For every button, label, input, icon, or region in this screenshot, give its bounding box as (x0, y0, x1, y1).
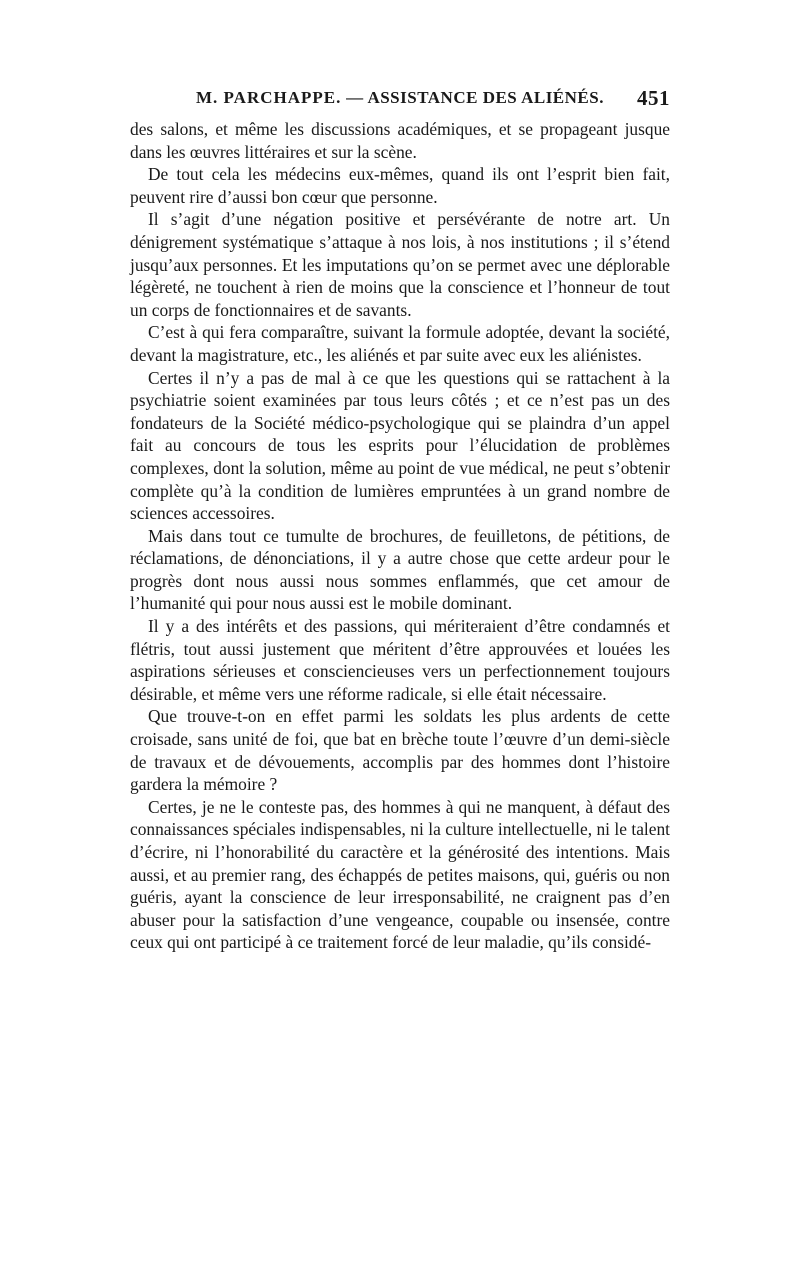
paragraph-1: des salons, et même les discussions académiques, et se propageant jusque dans les œuvres littéraires et sur la scène. (130, 119, 670, 162)
paragraph-7: Il y a des intérêts et des passions, qui mériteraient d’être condamnés et flétris, tout aussi justement que méritent d’être approuvées et louées les aspirations sérieuses et consciencieuses vers un perfectionnement toujours désirable, et même vers une réforme radicale, si elle était nécessaire. (130, 616, 670, 704)
paragraph-6: Mais dans tout ce tumulte de brochures, de feuilletons, de pétitions, de réclamations, de dénonciations, il y a autre chose que cette ardeur pour le progrès dont nous aussi nous sommes enflammés, que cet amour de l’humanité qui pour nous aussi est le mobile dominant. (130, 525, 670, 614)
section-title: ASSISTANCE DES ALIÉNÉS. (367, 88, 604, 107)
book-page (130, 88, 670, 954)
author-name: M. PARCHAPPE. (196, 88, 342, 107)
paragraph-9: Certes, je ne le conteste pas, des hommes à qui ne manquent, à défaut des connaissances spéciales indispensables, ni la culture intellectuelle, ni le talent d’écrire, ni l’honorabilité du caractère et la générosité des intentions. Mais aussi, et au premier rang, des échappés de petites maisons, qui, guéris ou non guéris, ayant la conscience de leur irresponsabilité, ne craignent pas d’en abuser pour la satisfaction d’une vengeance, coupable ou insensée, contre ceux qui ont participé à ce traitement forcé de leur maladie, qu’ils considé- (130, 796, 670, 953)
paragraph-8: Que trouve-t-on en effet parmi les soldats les plus ardents de cette croisade, sans unité de foi, que bat en brèche toute l’œuvre d’un demi-siècle de travaux et de dévouements, accomplis par des hommes dont l’histoire gardera la mémoire ? (130, 706, 670, 795)
running-title (196, 88, 604, 108)
paragraph-2: De tout cela les médecins eux-mêmes, quand ils ont l’esprit bien fait, peuvent rire d’aussi bon cœur que personne. (130, 164, 670, 207)
page-number: 451 (637, 86, 670, 110)
paragraph-5: Certes il n’y a pas de mal à ce que les questions qui se rattachent à la psychiatrie soient examinées par tous leurs côtés ; et ce n’est pas un des fondateurs de la Société médico-psychologique qui se plaindra d’un appel fait au concours de tous les esprits pour l’élucidation de problèmes complexes, dont la solution, même au point de vue médical, ne peut s’obtenir complète qu’à la condition de lumières empruntées à un grand nombre de sciences accessoires. (130, 367, 670, 524)
title-dash: — (346, 88, 364, 107)
running-head (130, 88, 670, 118)
paragraph-4: C’est à qui fera comparaître, suivant la formule adoptée, devant la société, devant la magistrature, etc., les aliénés et par suite avec eux les aliénistes. (130, 322, 670, 365)
paragraph-3: Il s’agit d’une négation positive et persévérante de notre art. Un dénigrement systématique s’attaque à nos lois, à nos institutions ; il s’étend jusqu’aux personnes. Et les imputations qu’on se permet avec une déplorable légèreté, ne touchent à rien de moins que la conscience et l’honneur de tout un corps de fonctionnaires et de savants. (130, 209, 670, 320)
body-text (130, 118, 670, 954)
